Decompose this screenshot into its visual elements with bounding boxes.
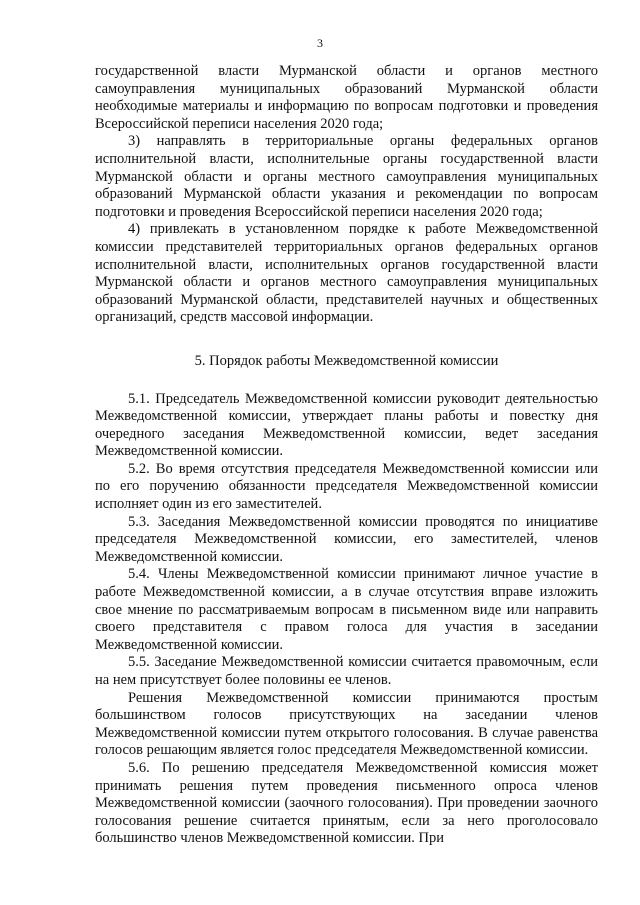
page-number: 3 [317, 36, 323, 50]
section-title: 5. Порядок работы Межведомственной комиссии [194, 352, 499, 369]
paragraph-item-4: 4) привлекать в установленном порядке к работе Межведомственной комиссии представителей территориальных органов федеральных органов исполнительной власти, исполнительных органов государственной власти Мурманской области и органов местного самоуправления муниципальных образований Мурманской области, представителей научных и общественных организаций, средств массовой информации. [95, 221, 598, 326]
document-body [95, 63, 598, 848]
paragraph-5-5: 5.5. Заседание Межведомственной комиссии считается правомочным, если на нем присутствует более половины ее членов. [95, 654, 598, 688]
paragraph-continuation: государственной власти Мурманской области и органов местного самоуправления муниципальных образований Мурманской области необходимые материалы и информацию по вопросам подготовки и проведения Всероссийской переписи населения 2020 года; [95, 63, 598, 132]
paragraph-5-6: 5.6. По решению председателя Межведомственной комиссия может принимать решения путем проведения письменного опроса членов Межведомственной комиссии (заочного голосования). При проведении заочного голосования решение считается принятым, если за него проголосовало большинство членов Межведомственной комиссии. При [95, 759, 598, 847]
paragraph-decisions: Решения Межведомственной комиссии принимаются простым большинством голосов присутствующих на заседании членов Межведомственной комиссии путем открытого голосования. В случае равенства голосов решающим является голос председателя Межведомственной комиссии. [95, 689, 598, 759]
paragraph-5-3: 5.3. Заседания Межведомственной комиссии проводятся по инициативе председателя Межведомственной комиссии, его заместителей, членов Межведомственной комиссии. [95, 513, 598, 565]
paragraph-5-4: 5.4. Члены Межведомственной комиссии принимают личное участие в работе Межведомственной комиссии, а в случае отсутствия вправе изложить свое мнение по рассматриваемым вопросам в письменном виде или направить своего представителя с правом голоса для участия в заседании Межведомственной комиссии. [95, 566, 598, 653]
paragraph-5-1: 5.1. Председатель Межведомственной комиссии руководит деятельностью Межведомственной комиссии, утверждает планы работы и повестку дня очередного заседания Межведомственной комиссии, ведет заседания Межведомственной комиссии. [95, 390, 598, 460]
paragraph-5-2: 5.2. Во время отсутствия председателя Межведомственной комиссии или по его поручению обязанности председателя Межведомственной комиссии исполняет один из его заместителей. [95, 460, 598, 513]
paragraph-item-3: 3) направлять в территориальные органы федеральных органов исполнительной власти, исполнительные органы государственной власти Мурманской области и органы местного самоуправления муниципальных образований Мурманской области указания и рекомендации по вопросам подготовки и проведения Всероссийской переписи населения 2020 года; [95, 133, 598, 220]
